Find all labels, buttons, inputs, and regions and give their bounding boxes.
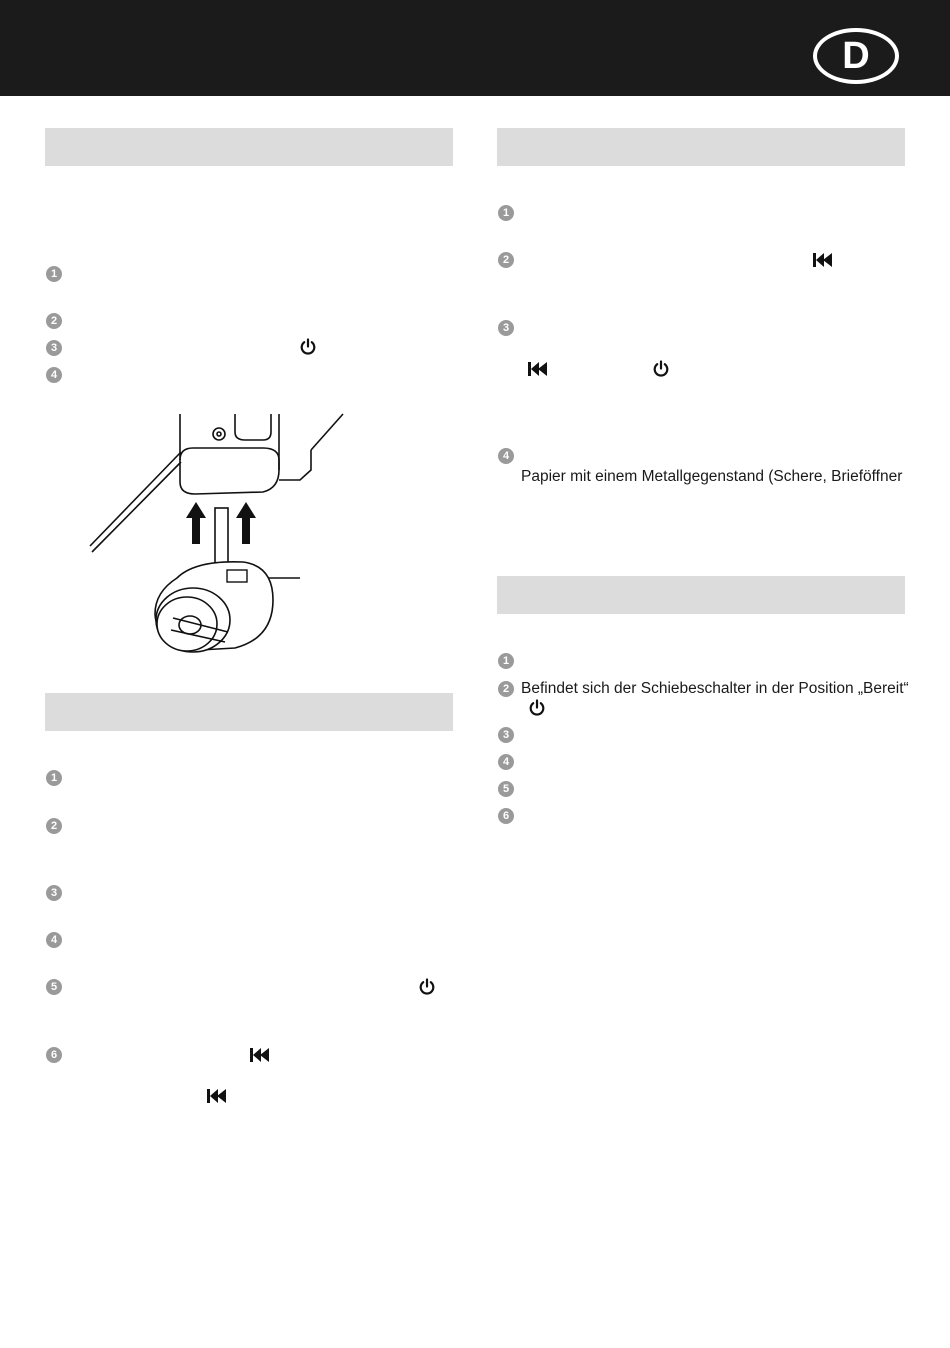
header-bar xyxy=(0,0,950,96)
step-number: 6 xyxy=(498,808,514,824)
step-number: 5 xyxy=(498,781,514,797)
section-header-left-1 xyxy=(45,128,453,166)
step-number: 4 xyxy=(46,367,62,383)
rewind-icon xyxy=(527,361,549,377)
step-number: 2 xyxy=(46,313,62,329)
step-number: 1 xyxy=(46,266,62,282)
step-number: 4 xyxy=(498,754,514,770)
step-2-text: Befindet sich der Schiebeschalter in der Position „Bereit“ xyxy=(521,680,909,697)
rewind-icon xyxy=(812,252,834,268)
step-number: 4 xyxy=(498,448,514,464)
language-badge: D xyxy=(813,28,899,84)
power-icon xyxy=(299,338,317,356)
section-header-right-2 xyxy=(497,576,905,614)
step-number: 1 xyxy=(46,770,62,786)
section-header-right-1 xyxy=(497,128,905,166)
step-number: 2 xyxy=(46,818,62,834)
step-number: 4 xyxy=(46,932,62,948)
step-number: 3 xyxy=(498,320,514,336)
step-number: 2 xyxy=(498,681,514,697)
rewind-icon xyxy=(249,1047,271,1063)
caster-insertion-illustration xyxy=(85,410,385,670)
power-icon xyxy=(652,360,670,378)
power-icon xyxy=(528,699,546,717)
step-number: 1 xyxy=(498,205,514,221)
step-number: 3 xyxy=(46,340,62,356)
power-icon xyxy=(418,978,436,996)
step-number: 6 xyxy=(46,1047,62,1063)
step-number: 3 xyxy=(46,885,62,901)
step-number: 3 xyxy=(498,727,514,743)
step-number: 2 xyxy=(498,252,514,268)
step-4-text: Papier mit einem Metallgegenstand (Schere, Brieföffner xyxy=(521,468,903,485)
step-number: 5 xyxy=(46,979,62,995)
rewind-icon xyxy=(206,1088,228,1104)
step-number: 1 xyxy=(498,653,514,669)
section-header-left-2 xyxy=(45,693,453,731)
